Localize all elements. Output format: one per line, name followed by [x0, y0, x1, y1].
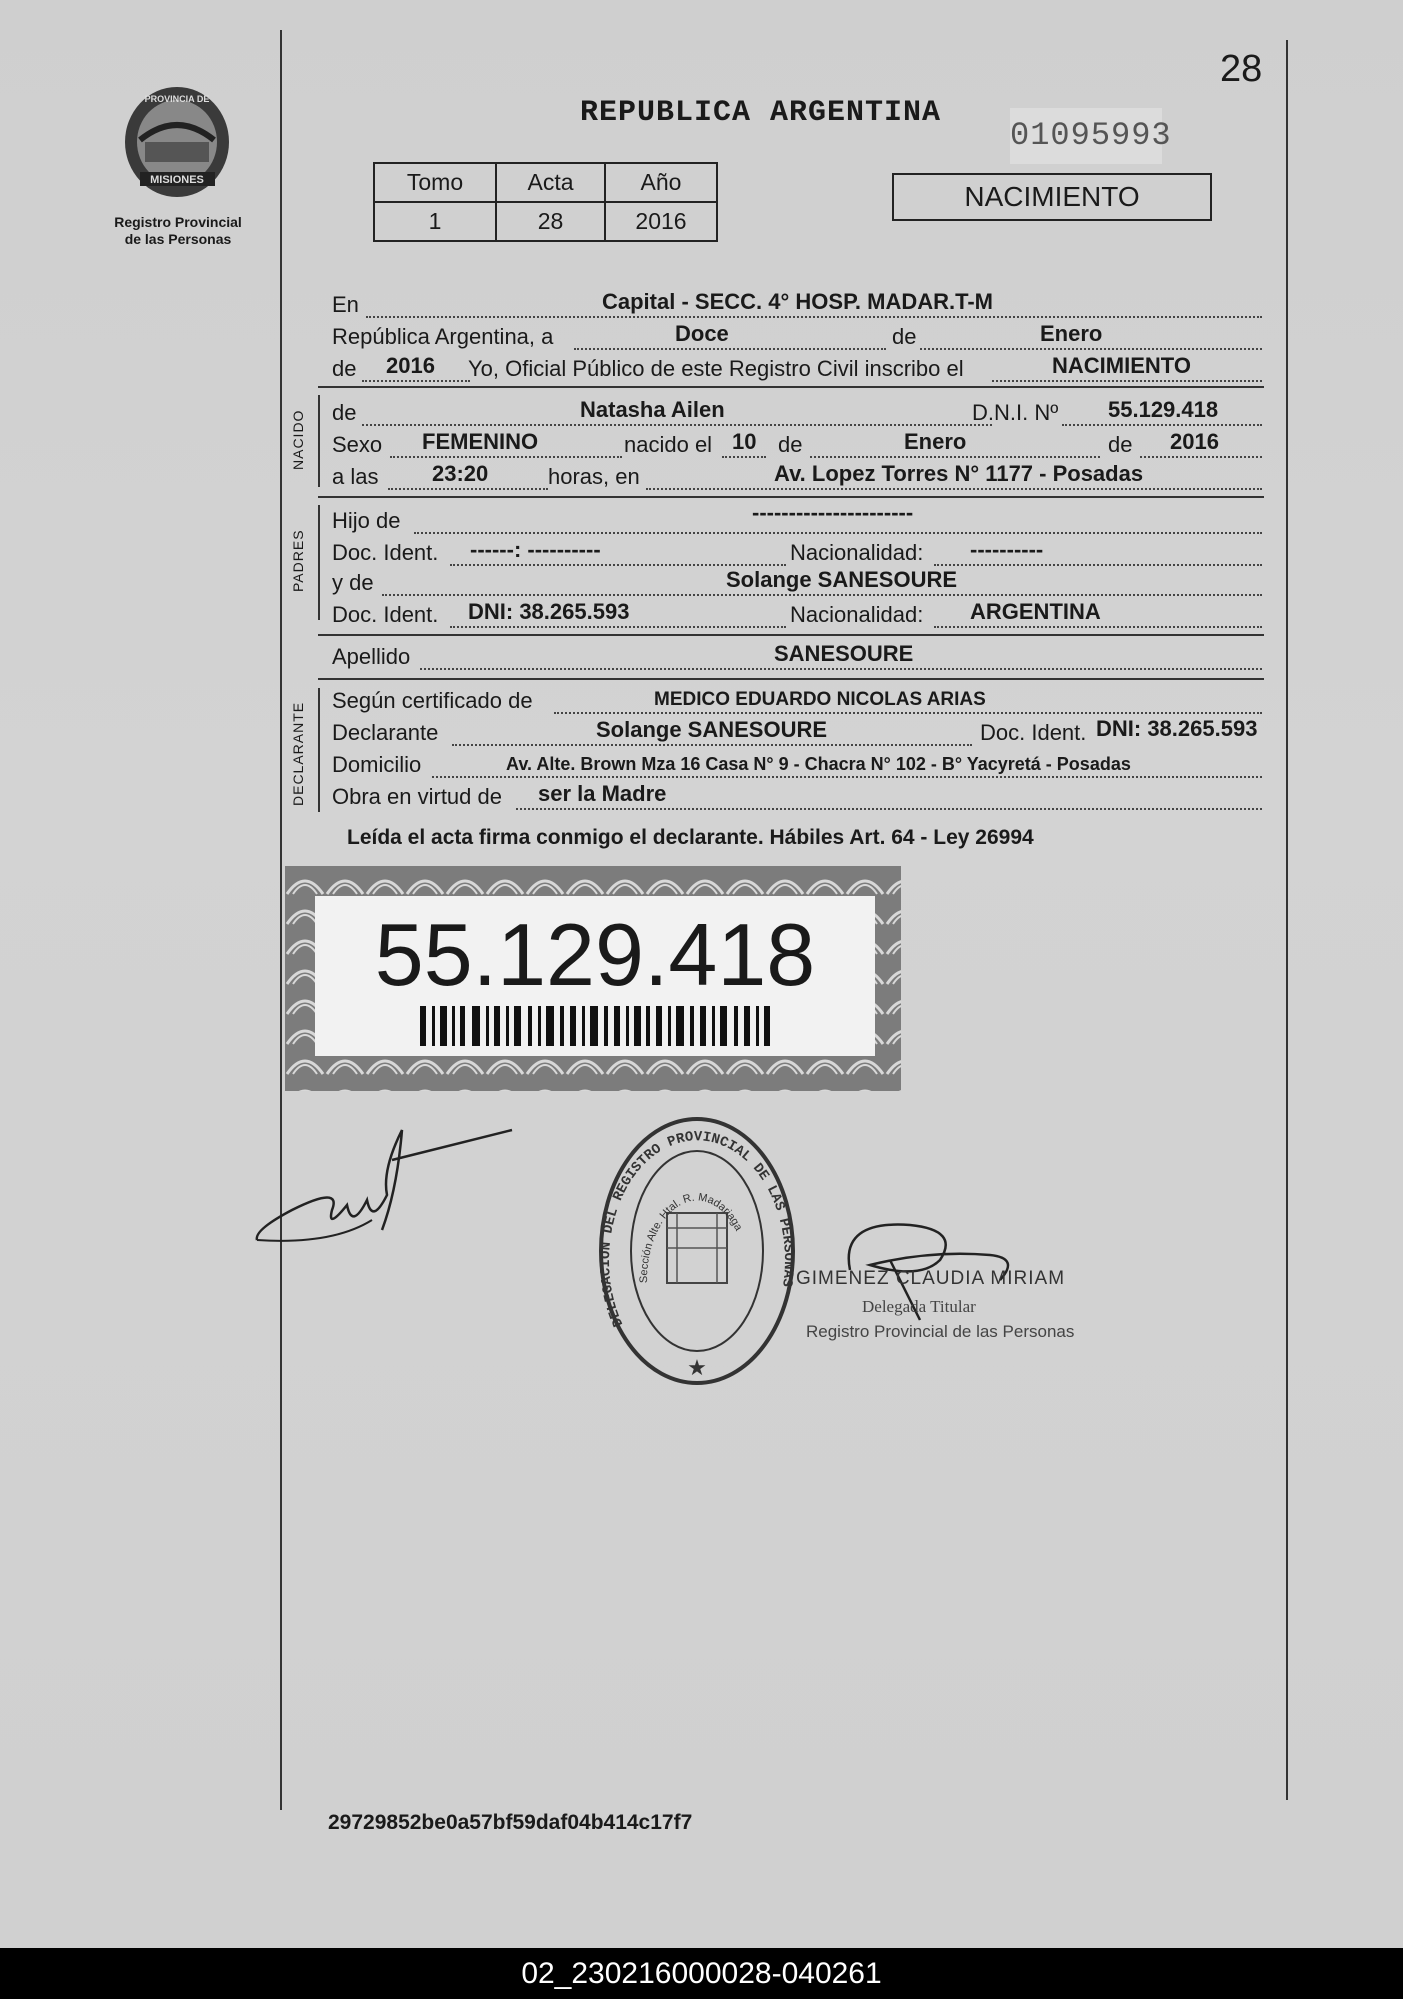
inscribo-value: NACIMIENTO	[1052, 353, 1191, 378]
logo-caption: Registro Provincial de las Personas	[114, 214, 242, 247]
right-margin-line	[1286, 40, 1288, 1800]
record-type-box: NACIMIENTO	[892, 173, 1212, 221]
row-domicilio: Domicilio Av. Alte. Brown Mza 16 Casa N° 9 - Chacra N° 102 - B° Yacyretá - Posadas	[332, 748, 1262, 780]
serial-number: 01095993	[1010, 108, 1162, 164]
mother-nationality-value: ARGENTINA	[970, 599, 1101, 624]
father-nationality-value: ----------	[970, 537, 1044, 562]
registry-table	[373, 162, 718, 242]
mother-doc-value: DNI: 38.265.593	[468, 599, 630, 624]
child-name-value: Natasha Ailen	[580, 397, 725, 422]
page-number: 28	[1220, 48, 1263, 90]
barcode-label	[285, 866, 901, 1091]
birth-month-value: Enero	[904, 429, 967, 454]
birth-time-value: 23:20	[432, 461, 489, 486]
child-dni-value: 55.129.418	[1108, 397, 1219, 422]
anio-value: 2016	[605, 202, 717, 241]
tomo-value: 1	[374, 202, 496, 241]
document-hash: 29729852be0a57bf59daf04b414c17f7	[328, 1811, 693, 1834]
birth-day-value: 10	[732, 429, 757, 454]
row-hora: a las 23:20 horas, en Av. Lopez Torres N° 1177 - Posadas	[332, 460, 1262, 492]
declarant-value: Solange SANESOURE	[596, 717, 828, 742]
father-name-value: ----------------------	[752, 500, 914, 525]
month-value: Enero	[1040, 321, 1103, 346]
delegate-name: GIMENEZ CLAUDIA MIRIAM	[796, 1268, 1066, 1289]
barcode-number: 55.129.418	[374, 905, 816, 1004]
row-sexo: Sexo FEMENINO nacido el 10 de Enero de 2016	[332, 428, 1262, 460]
row-apellido: Apellido SANESOURE	[332, 640, 1262, 672]
row-declarante: Declarante Solange SANESOURE Doc. Ident. DNI: 38.265.593	[332, 716, 1258, 745]
father-doc-value: ------: ----------	[470, 537, 601, 562]
address-value: Av. Alte. Brown Mza 16 Casa N° 9 - Chacra N° 102 - B° Yacyretá - Posadas	[506, 754, 1131, 774]
row-y-de: y de Solange SANESOURE	[332, 566, 1262, 598]
svg-text:MISIONES: MISIONES	[150, 174, 204, 186]
mother-name-value: Solange SANESOURE	[726, 567, 958, 592]
acta-header: Acta	[496, 163, 605, 202]
delegate-org: Registro Provincial de las Personas	[806, 1322, 1075, 1341]
row-madre-doc: Doc. Ident. DNI: 38.265.593 Nacionalidad: ARGENTINA	[332, 598, 1262, 630]
svg-text:PROVINCIA DE: PROVINCIA DE	[144, 94, 210, 104]
declarant-doc-value: DNI: 38.265.593	[1096, 716, 1258, 741]
acta-value: 28	[496, 202, 605, 241]
row-hijo-de: Hijo de ----------------------	[332, 504, 1262, 536]
capacity-value: ser la Madre	[538, 781, 667, 806]
section-nacido: NACIDO	[290, 409, 306, 470]
svg-text:Sección Alte. Htal. R. Madaria: Sección Alte. Htal. R. Madariaga	[637, 1191, 745, 1284]
legal-text: Leída el acta firma conmigo el declarante. Hábiles Art. 64 - Ley 26994	[347, 826, 1034, 849]
row-republica: República Argentina, a Doce de Enero	[332, 320, 1262, 352]
row-padre-doc: Doc. Ident. ------: ---------- Nacionalidad: ----------	[332, 536, 1262, 568]
day-value: Doce	[675, 321, 729, 346]
document-title: REPUBLICA ARGENTINA	[580, 96, 942, 130]
row-year: de 2016 Yo, Oficial Público de este Registro Civil inscribo el NACIMIENTO	[332, 352, 1262, 384]
row-certificado: Según certificado de MEDICO EDUARDO NICOLAS ARIAS	[332, 684, 1262, 716]
tomo-header: Tomo	[374, 163, 496, 202]
left-margin-line	[280, 30, 282, 1810]
section-padres: PADRES	[290, 529, 306, 592]
svg-text:★: ★	[687, 1355, 707, 1380]
certificate-value: MEDICO EDUARDO NICOLAS ARIAS	[654, 689, 986, 710]
barcode-panel	[315, 896, 875, 1056]
delegate-role: Delegada Titular	[862, 1297, 976, 1316]
place-value: Capital - SECC. 4° HOSP. MADAR.T-M	[602, 289, 993, 314]
row-nombre: de Natasha Ailen D.N.I. Nº 55.129.418	[332, 396, 1262, 428]
surname-value: SANESOURE	[774, 641, 914, 666]
misiones-coat-of-arms-icon	[120, 80, 235, 205]
row-en: En Capital - SECC. 4° HOSP. MADAR.T-M	[332, 288, 1262, 320]
barcode-icon	[420, 1006, 770, 1046]
delegation-seal-icon	[597, 1113, 797, 1388]
birth-year-value: 2016	[1170, 429, 1219, 454]
birth-place-value: Av. Lopez Torres N° 1177 - Posadas	[774, 461, 1144, 486]
anio-header: Año	[605, 163, 717, 202]
footer-code: 02_230216000028-040261	[0, 1948, 1403, 1999]
section-declarante: DECLARANTE	[290, 701, 306, 806]
year-value: 2016	[386, 353, 435, 378]
sex-value: FEMENINO	[422, 429, 539, 454]
official-signature-icon	[252, 1090, 522, 1250]
row-obra: Obra en virtud de ser la Madre	[332, 780, 1262, 812]
svg-text:DELEGACION DEL REGISTRO PROVIN: DELEGACION DEL REGISTRO PROVINCIAL DE LAS PERSONAS	[597, 1129, 797, 1329]
